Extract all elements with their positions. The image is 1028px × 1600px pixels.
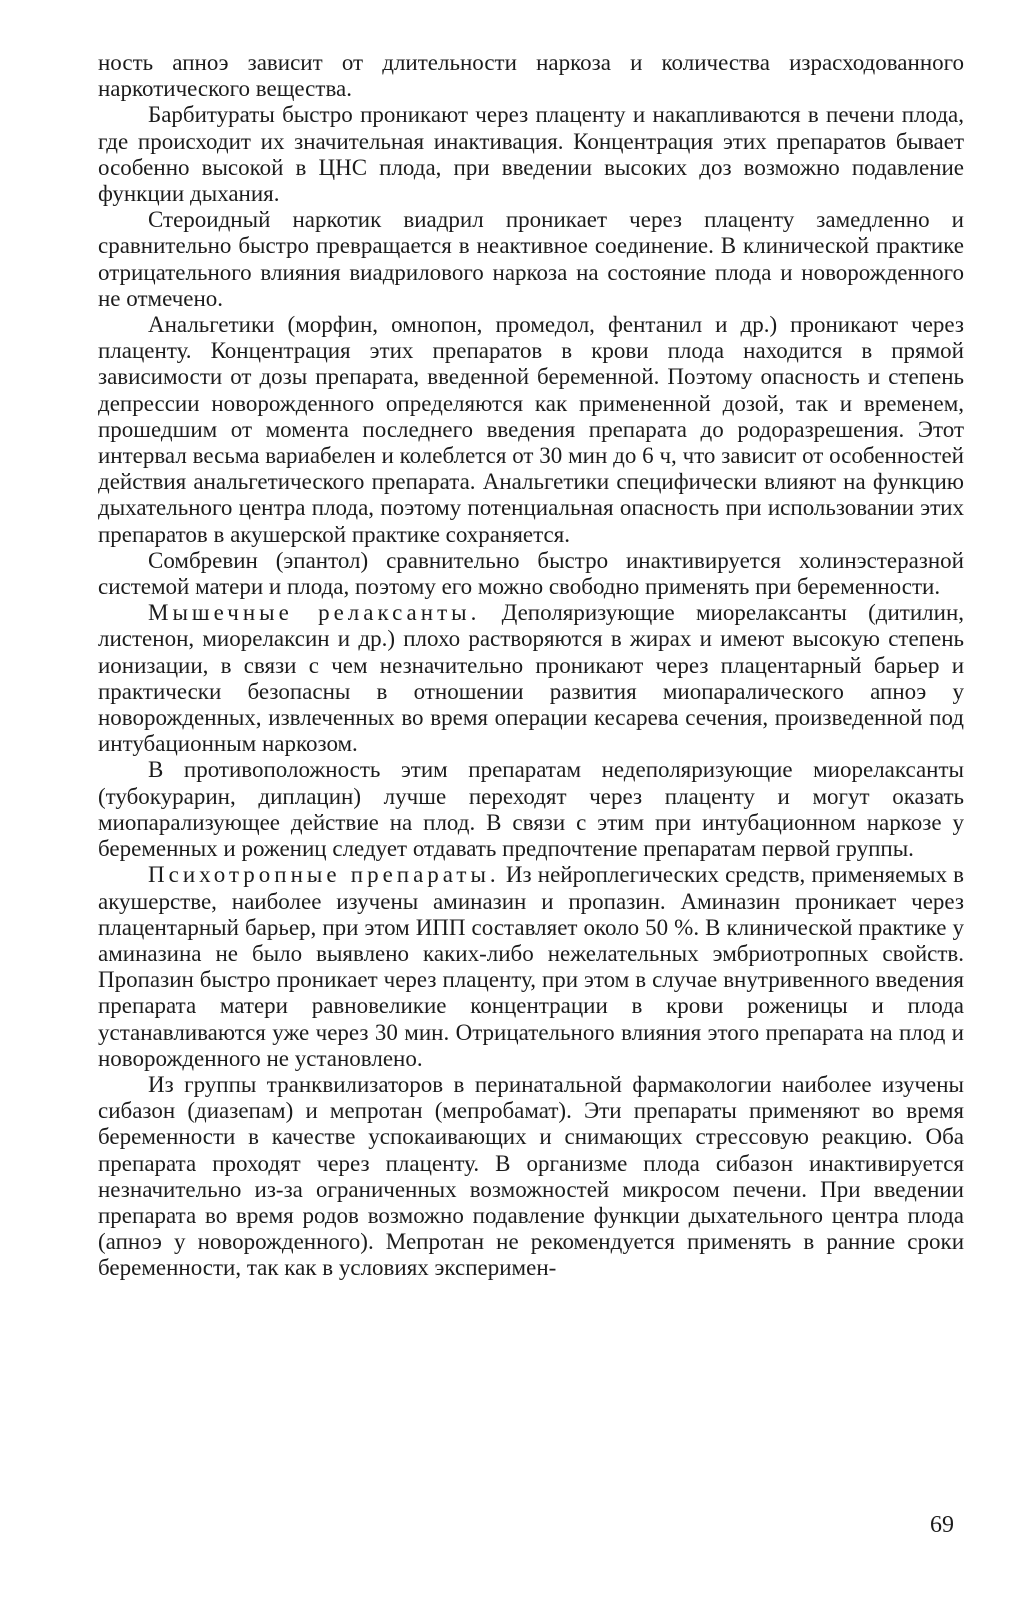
paragraph-4: Анальгетики (морфин, омнопон, промедол, фентанил и др.) проникают через плаценту. Концентрация этих препаратов в крови плода находится в прямой зависимости от дозы препарата, введенной беременной. Поэтому опасность и степень депрессии новорожденного определяются как примененной дозой, так и временем, прошедшим от момента последнего введения препарата до родоразрешения. Этот интервал весьма вариабелен и колеблется от 30 мин до 6 ч, что зависит от особенностей действия анальгетического препарата. Анальгетики специфически влияют на функцию дыхательного центра плода, поэтому потенциальная опасность при использовании этих препаратов в акушерской практике сохраняется. xyxy=(98,312,964,547)
page-number: 69 xyxy=(930,1512,954,1538)
paragraph-1: ность апноэ зависит от длительности наркоза и количества израсходованного наркотического вещества. xyxy=(98,50,964,102)
paragraph-8: Психотропные препараты. Из нейроплегических средств, применяемых в акушерстве, наиболее изучены аминазин и пропазин. Аминазин проникает через плацентарный барьер, при этом ИПП составляет около 50 %. В клинической практике у аминазина не было выявлено каких-либо нежелательных эмбриотропных свойств. Пропазин быстро проникает через плаценту, при этом в случае внутривенного введения препарата матери равновеликие концентрации в крови роженицы и плода устанавливаются уже через 30 мин. Отрицательного влияния этого препарата на плод и новорожденного не установлено. xyxy=(98,862,965,1071)
section-lead-psychotropic: Психотропные препараты. xyxy=(148,862,500,888)
paragraph-5: Сомбревин (эпантол) сравнительно быстро инактивируется холинэстеразной системой матери и плода, поэтому его можно свободно применять при беременности. xyxy=(98,547,964,600)
paragraph-7: В противоположность этим препаратам недеполяризующие миорелаксанты (тубокурарин, диплацин) лучше переходят через плаценту и могут оказать миопарализующее действие на плод. В связи с этим при интубационном наркозе у беременных и рожениц следует отдавать предпочтение препаратам первой группы. xyxy=(98,757,964,862)
section-lead-muscle-relaxants: Мышечные релаксанты. xyxy=(148,600,481,626)
paragraph-9: Из группы транквилизаторов в перинатальной фармакологии наиболее изучены сибазон (диазепам) и мепротан (мепробамат). Эти препараты применяют во время беременности в качестве успокаивающих и снимающих стрессовую реакцию. Оба препарата проходят через плаценту. В организме плода сибазон инактивируется незначительно из-за ограниченных возможностей микросом печени. При введении препарата во время родов возможно подавление функции дыхательного центра плода (апноэ у новорожденного). Мепротан не рекомендуется применять в ранние сроки беременности, так как в условиях эксперимен- xyxy=(98,1071,964,1281)
paragraph-6: Мышечные релаксанты. Деполяризующие миорелаксанты (дитилин, листенон, миорелаксин и др.) плохо растворяются в жирах и имеют высокую степень ионизации, в связи с чем незначительно проникают через плацентарный барьер и практически безопасны в отношении развития миопаралического апноэ у новорожденных, извлеченных во время операции кесарева сечения, произведенной под интубационным наркозом. xyxy=(98,600,965,757)
paragraph-3: Стероидный наркотик виадрил проникает через плаценту замедленно и сравнительно быстро превращается в неактивное соединение. В клинической практике отрицательного влияния виадрилового наркоза на состояние плода и новорожденного не отмечено. xyxy=(98,207,964,311)
paragraph-2: Барбитураты быстро проникают через плаценту и накапливаются в печени плода, где происходит их значительная инактивация. Концентрация этих препаратов бывает особенно высокой в ЦНС плода, при введении высоких доз возможно подавление функции дыхания. xyxy=(98,102,964,207)
page-body xyxy=(98,50,964,1282)
